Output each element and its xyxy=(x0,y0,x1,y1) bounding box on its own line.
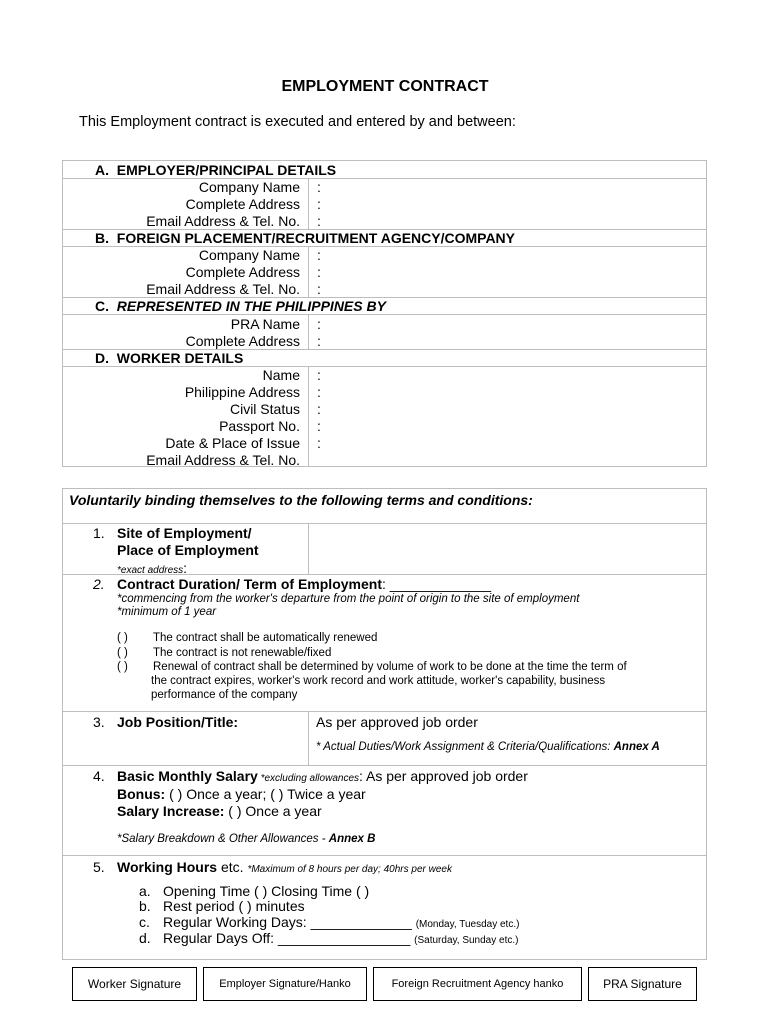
item2-opt3-checkbox[interactable]: ( ) xyxy=(117,661,128,673)
item1-title-line2: Place of Employment xyxy=(117,542,259,558)
bonus-label: Bonus: xyxy=(117,786,166,802)
item2-opt3-line2: the contract expires, worker's work record and work attitude, worker's capability, business xyxy=(151,675,606,687)
item2-note2: *minimum of 1 year xyxy=(117,606,217,618)
colon: : xyxy=(317,179,321,195)
section-b-letter: B. xyxy=(95,230,109,246)
item5-b-letter: b. xyxy=(139,898,151,914)
item5-a-letter: a. xyxy=(139,883,151,899)
agency-hanko-box[interactable]: Foreign Recruitment Agency hanko xyxy=(373,967,582,1001)
item2-blank: : _____________ xyxy=(381,576,491,592)
item3-value: As per approved job order xyxy=(316,714,478,730)
section-c-letter: C. xyxy=(95,298,109,314)
colon: : xyxy=(317,333,321,349)
c-pra-name-label: PRA Name xyxy=(230,316,300,332)
page-title: EMPLOYMENT CONTRACT xyxy=(281,78,489,95)
salary-increase-label: Salary Increase: xyxy=(117,803,225,819)
days-off-note: (Saturday, Sunday etc.) xyxy=(414,935,519,946)
c-complete-address-label: Complete Address xyxy=(185,333,300,349)
item2-opt1-text: The contract shall be automatically renewed xyxy=(153,632,378,644)
d-philippine-address-label: Philippine Address xyxy=(184,384,300,400)
intro-text: This Employment contract is executed and entered by and between: xyxy=(79,114,516,130)
terms-heading: Voluntarily binding themselves to the following terms and conditions: xyxy=(69,492,533,508)
working-days-note: (Monday, Tuesday etc.) xyxy=(415,919,520,930)
section-b-header xyxy=(95,230,515,246)
item3-note: * Actual Duties/Work Assignment & Criteria/Qualifications: xyxy=(316,741,614,753)
colon: : xyxy=(317,401,321,417)
item3-annex: Annex A xyxy=(613,741,660,753)
item3-title: Job Position/Title: xyxy=(117,714,239,730)
item5-d-letter: d. xyxy=(139,930,151,946)
colon: : xyxy=(317,213,321,229)
colon: : xyxy=(317,435,321,451)
item2-opt1-checkbox[interactable]: ( ) xyxy=(117,632,128,644)
d-date-place-issue-label: Date & Place of Issue xyxy=(165,435,300,451)
colon: : xyxy=(317,196,321,212)
a-company-name-label: Company Name xyxy=(198,179,300,195)
item5-number: 5. xyxy=(93,859,105,875)
item2-opt3-line3: performance of the company xyxy=(151,689,298,701)
item2-opt3-line1: Renewal of contract shall be determined by volume of work to be done at the time the term of xyxy=(153,661,627,673)
colon: : xyxy=(317,316,321,332)
item5-note: *Maximum of 8 hours per day; 40hrs per week xyxy=(247,864,452,875)
b-complete-address-label: Complete Address xyxy=(185,264,300,280)
regular-days-off[interactable]: Regular Days Off: _________________ xyxy=(163,930,415,946)
section-d-letter: D. xyxy=(95,350,109,366)
employer-signature-box[interactable]: Employer Signature/Hanko xyxy=(203,967,367,1001)
colon: : xyxy=(317,281,321,297)
item2-opt2-text: The contract is not renewable/fixed xyxy=(153,647,332,659)
colon: : xyxy=(317,384,321,400)
item3-number: 3. xyxy=(93,714,105,730)
item4-value: : As per approved job order xyxy=(359,768,528,784)
regular-working-days[interactable]: Regular Working Days: _____________ xyxy=(163,914,416,930)
b-company-name-label: Company Name xyxy=(198,247,300,263)
item2-number: 2. xyxy=(93,576,105,592)
d-email-tel-label: Email Address & Tel. No. xyxy=(146,452,300,468)
parties-table xyxy=(62,160,707,467)
item4-annex: Annex B xyxy=(328,833,376,845)
opening-closing-time[interactable]: Opening Time ( ) Closing Time ( ) xyxy=(163,883,370,899)
section-a-title: EMPLOYER/PRINCIPAL DETAILS xyxy=(116,162,337,178)
a-email-tel-label: Email Address & Tel. No. xyxy=(146,213,300,229)
salary-increase-option[interactable]: ( ) Once a year xyxy=(224,803,322,819)
colon: : xyxy=(317,247,321,263)
item1-number: 1. xyxy=(93,525,105,541)
section-b-title: FOREIGN PLACEMENT/RECRUITMENT AGENCY/COMPANY xyxy=(116,230,516,246)
section-c-header xyxy=(95,298,386,314)
rest-period[interactable]: Rest period ( ) minutes xyxy=(163,898,305,914)
terms-table xyxy=(62,488,707,960)
d-name-label: Name xyxy=(262,367,300,383)
bonus-options[interactable]: ( ) Once a year; ( ) Twice a year xyxy=(165,786,366,802)
pra-signature-box[interactable]: PRA Signature xyxy=(588,967,697,1001)
item2-note1: *commencing from the worker's departure from the point of origin to the site of employment xyxy=(117,593,580,605)
d-passport-label: Passport No. xyxy=(219,418,300,434)
colon: : xyxy=(317,264,321,280)
b-email-tel-label: Email Address & Tel. No. xyxy=(146,281,300,297)
colon: : xyxy=(317,367,321,383)
item2-title: Contract Duration/ Term of Employment xyxy=(117,576,382,592)
section-a-header xyxy=(95,162,336,178)
d-civil-status-label: Civil Status xyxy=(229,401,300,417)
a-complete-address-label: Complete Address xyxy=(185,196,300,212)
item1-note: *exact address xyxy=(117,565,184,576)
item5-title: Working Hours xyxy=(117,859,218,875)
salary-breakdown-note: *Salary Breakdown & Other Allowances - xyxy=(117,833,329,845)
item2-opt2-checkbox[interactable]: ( ) xyxy=(117,647,128,659)
section-c-title: REPRESENTED IN THE PHILIPPINES BY xyxy=(116,298,386,314)
item4-number: 4. xyxy=(93,768,105,784)
worker-signature-box[interactable]: Worker Signature xyxy=(72,967,197,1001)
item4-title: Basic Monthly Salary xyxy=(117,768,258,784)
item5-etc: etc. xyxy=(217,859,248,875)
item1-title-line1: Site of Employment/ xyxy=(117,525,252,541)
item5-c-letter: c. xyxy=(139,914,150,930)
section-a-letter: A. xyxy=(95,162,109,178)
colon: : xyxy=(183,560,188,576)
section-d-header xyxy=(95,350,243,366)
colon: : xyxy=(317,418,321,434)
section-d-title: WORKER DETAILS xyxy=(116,350,244,366)
item4-note: *excluding allowances xyxy=(257,773,359,784)
